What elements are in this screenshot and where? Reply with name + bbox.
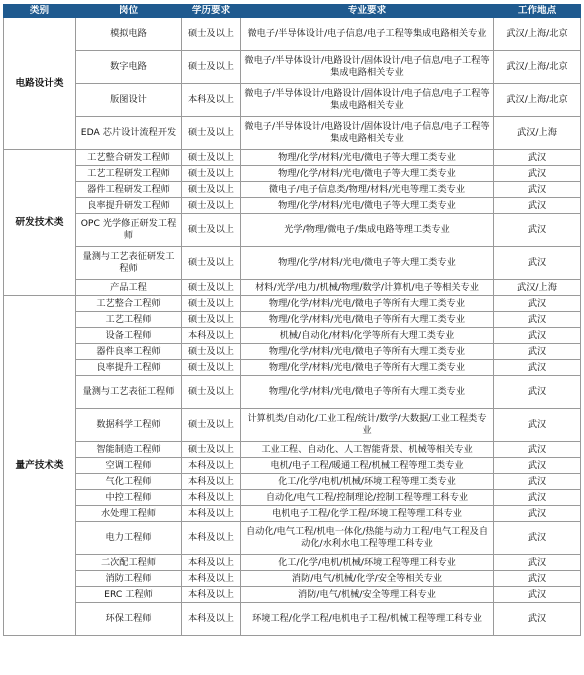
position-cell: 器件工程研发工程师 <box>76 182 182 198</box>
position-cell: 量测与工艺表征工程师 <box>76 376 182 409</box>
major-cell: 自动化/电气工程/机电一体化/热能与动力工程/电气工程及自动化/水利水电工程等理工科专业 <box>241 522 494 555</box>
location-cell: 武汉 <box>494 166 581 182</box>
position-cell: 数字电路 <box>76 51 182 84</box>
location-cell: 武汉 <box>494 474 581 490</box>
major-cell: 微电子/半导体设计/电路设计/固体设计/电子信息/电子工程等集成电路相关专业 <box>241 117 494 150</box>
table-row <box>4 571 581 587</box>
education-cell: 硕士及以上 <box>182 247 241 280</box>
location-cell: 武汉 <box>494 376 581 409</box>
major-cell: 物理/化学/材料/光电/微电子等所有大理工类专业 <box>241 344 494 360</box>
position-cell: 器件良率工程师 <box>76 344 182 360</box>
major-cell: 化工/化学/电机/机械/环境工程等理工科专业 <box>241 555 494 571</box>
education-cell: 硕士及以上 <box>182 344 241 360</box>
position-cell: 设备工程师 <box>76 328 182 344</box>
major-cell: 微电子/半导体设计/电路设计/固体设计/电子信息/电子工程等集成电路相关专业 <box>241 84 494 117</box>
major-cell: 微电子/半导体设计/电路设计/固体设计/电子信息/电子工程等集成电路相关专业 <box>241 51 494 84</box>
table-row <box>4 474 581 490</box>
major-cell: 物理/化学/材料/光电/微电子等大理工类专业 <box>241 198 494 214</box>
position-cell: 中控工程师 <box>76 490 182 506</box>
major-cell: 微电子/半导体设计/电子信息/电子工程等集成电路相关专业 <box>241 18 494 51</box>
major-cell: 自动化/电气工程/控制理论/控制工程等理工科专业 <box>241 490 494 506</box>
table-row <box>4 150 581 166</box>
education-cell: 硕士及以上 <box>182 442 241 458</box>
position-cell: 工艺整合工程师 <box>76 296 182 312</box>
position-cell: 模拟电路 <box>76 18 182 51</box>
table-row <box>4 458 581 474</box>
table-row <box>4 51 581 84</box>
recruitment-table <box>3 4 581 636</box>
education-cell: 硕士及以上 <box>182 214 241 247</box>
major-cell: 电机电子工程/化学工程/环境工程等理工科专业 <box>241 506 494 522</box>
table-row <box>4 312 581 328</box>
category-cell: 研发技术类 <box>4 150 76 296</box>
major-cell: 光学/物理/微电子/集成电路等理工类专业 <box>241 214 494 247</box>
header-position: 岗位 <box>76 5 182 18</box>
table-row <box>4 18 581 51</box>
position-cell: 水处理工程师 <box>76 506 182 522</box>
table-row <box>4 409 581 442</box>
header-education: 学历要求 <box>182 5 241 18</box>
education-cell: 硕士及以上 <box>182 409 241 442</box>
education-cell: 硕士及以上 <box>182 360 241 376</box>
table-row <box>4 198 581 214</box>
major-cell: 材料/光学/电力/机械/物理/数学/计算机/电子等相关专业 <box>241 280 494 296</box>
position-cell: 工艺工程研发工程师 <box>76 166 182 182</box>
education-cell: 本科及以上 <box>182 84 241 117</box>
table-row <box>4 247 581 280</box>
location-cell: 武汉 <box>494 328 581 344</box>
location-cell: 武汉 <box>494 247 581 280</box>
location-cell: 武汉 <box>494 182 581 198</box>
table-row <box>4 603 581 636</box>
table-row <box>4 182 581 198</box>
table-row <box>4 344 581 360</box>
major-cell: 机械/自动化/材料/化学等所有大理工类专业 <box>241 328 494 344</box>
major-cell: 工业工程、自动化、人工智能背景、机械等相关专业 <box>241 442 494 458</box>
major-cell: 计算机类/自动化/工业工程/统计/数学/大数据/工业工程类专业 <box>241 409 494 442</box>
education-cell: 硕士及以上 <box>182 117 241 150</box>
location-cell: 武汉 <box>494 344 581 360</box>
table-row <box>4 376 581 409</box>
major-cell: 物理/化学/材料/光电/微电子等大理工类专业 <box>241 150 494 166</box>
major-cell: 物理/化学/材料/光电/微电子等所有大理工类专业 <box>241 312 494 328</box>
position-cell: EDA 芯片设计流程开发 <box>76 117 182 150</box>
education-cell: 硕士及以上 <box>182 182 241 198</box>
major-cell: 物理/化学/材料/光电/微电子等大理工类专业 <box>241 247 494 280</box>
education-cell: 本科及以上 <box>182 587 241 603</box>
position-cell: 智能制造工程师 <box>76 442 182 458</box>
location-cell: 武汉/上海 <box>494 280 581 296</box>
position-cell: 空调工程师 <box>76 458 182 474</box>
education-cell: 本科及以上 <box>182 328 241 344</box>
education-cell: 硕士及以上 <box>182 312 241 328</box>
education-cell: 本科及以上 <box>182 506 241 522</box>
education-cell: 硕士及以上 <box>182 51 241 84</box>
location-cell: 武汉/上海/北京 <box>494 84 581 117</box>
major-cell: 化工/化学/电机/机械/环境工程等理工类专业 <box>241 474 494 490</box>
category-cell: 量产技术类 <box>4 296 76 636</box>
location-cell: 武汉 <box>494 214 581 247</box>
location-cell: 武汉 <box>494 587 581 603</box>
position-cell: ERC 工程师 <box>76 587 182 603</box>
major-cell: 物理/化学/材料/光电/微电子等所有大理工类专业 <box>241 296 494 312</box>
education-cell: 本科及以上 <box>182 474 241 490</box>
location-cell: 武汉/上海/北京 <box>494 18 581 51</box>
position-cell: 数据科学工程师 <box>76 409 182 442</box>
major-cell: 消防/电气/机械/安全等理工科专业 <box>241 587 494 603</box>
position-cell: 消防工程师 <box>76 571 182 587</box>
position-cell: 工艺整合研发工程师 <box>76 150 182 166</box>
table-row <box>4 587 581 603</box>
location-cell: 武汉/上海 <box>494 117 581 150</box>
table-row <box>4 296 581 312</box>
major-cell: 微电子/电子信息类/物理/材料/光电等理工类专业 <box>241 182 494 198</box>
table-body <box>4 18 581 636</box>
location-cell: 武汉 <box>494 198 581 214</box>
table-row <box>4 555 581 571</box>
location-cell: 武汉 <box>494 442 581 458</box>
education-cell: 硕士及以上 <box>182 198 241 214</box>
table-row <box>4 360 581 376</box>
education-cell: 硕士及以上 <box>182 296 241 312</box>
major-cell: 消防/电气/机械/化学/安全等相关专业 <box>241 571 494 587</box>
location-cell: 武汉 <box>494 150 581 166</box>
table-row <box>4 442 581 458</box>
education-cell: 硕士及以上 <box>182 166 241 182</box>
table-row <box>4 166 581 182</box>
category-cell: 电路设计类 <box>4 18 76 150</box>
position-cell: OPC 光学修正研发工程师 <box>76 214 182 247</box>
header-location: 工作地点 <box>494 5 581 18</box>
location-cell: 武汉 <box>494 490 581 506</box>
education-cell: 本科及以上 <box>182 458 241 474</box>
table-row <box>4 214 581 247</box>
education-cell: 硕士及以上 <box>182 376 241 409</box>
table-row <box>4 506 581 522</box>
location-cell: 武汉 <box>494 603 581 636</box>
table-row <box>4 84 581 117</box>
location-cell: 武汉 <box>494 296 581 312</box>
major-cell: 物理/化学/材料/光电/微电子等大理工类专业 <box>241 166 494 182</box>
education-cell: 硕士及以上 <box>182 18 241 51</box>
header-row <box>4 5 581 18</box>
position-cell: 环保工程师 <box>76 603 182 636</box>
position-cell: 量测与工艺表征研发工程师 <box>76 247 182 280</box>
location-cell: 武汉 <box>494 522 581 555</box>
position-cell: 良率提升工程师 <box>76 360 182 376</box>
location-cell: 武汉 <box>494 360 581 376</box>
table-row <box>4 522 581 555</box>
recruitment-table-container <box>3 4 580 636</box>
education-cell: 本科及以上 <box>182 490 241 506</box>
major-cell: 环境工程/化学工程/电机电子工程/机械工程等理工科专业 <box>241 603 494 636</box>
table-row <box>4 280 581 296</box>
location-cell: 武汉 <box>494 506 581 522</box>
location-cell: 武汉 <box>494 312 581 328</box>
education-cell: 本科及以上 <box>182 522 241 555</box>
table-row <box>4 117 581 150</box>
table-row <box>4 490 581 506</box>
major-cell: 物理/化学/材料/光电/微电子等所有大理工类专业 <box>241 376 494 409</box>
education-cell: 本科及以上 <box>182 555 241 571</box>
major-cell: 电机/电子工程/暖通工程/机械工程等理工类专业 <box>241 458 494 474</box>
position-cell: 良率提升研发工程师 <box>76 198 182 214</box>
position-cell: 电力工程师 <box>76 522 182 555</box>
location-cell: 武汉 <box>494 555 581 571</box>
position-cell: 版图设计 <box>76 84 182 117</box>
location-cell: 武汉 <box>494 409 581 442</box>
position-cell: 气化工程师 <box>76 474 182 490</box>
location-cell: 武汉/上海/北京 <box>494 51 581 84</box>
location-cell: 武汉 <box>494 458 581 474</box>
position-cell: 二次配工程师 <box>76 555 182 571</box>
location-cell: 武汉 <box>494 571 581 587</box>
position-cell: 产品工程 <box>76 280 182 296</box>
header-major: 专业要求 <box>241 5 494 18</box>
education-cell: 本科及以上 <box>182 603 241 636</box>
major-cell: 物理/化学/材料/光电/微电子等所有大理工类专业 <box>241 360 494 376</box>
position-cell: 工艺工程师 <box>76 312 182 328</box>
header-category: 类别 <box>4 5 76 18</box>
education-cell: 硕士及以上 <box>182 280 241 296</box>
education-cell: 硕士及以上 <box>182 150 241 166</box>
education-cell: 本科及以上 <box>182 571 241 587</box>
table-row <box>4 328 581 344</box>
